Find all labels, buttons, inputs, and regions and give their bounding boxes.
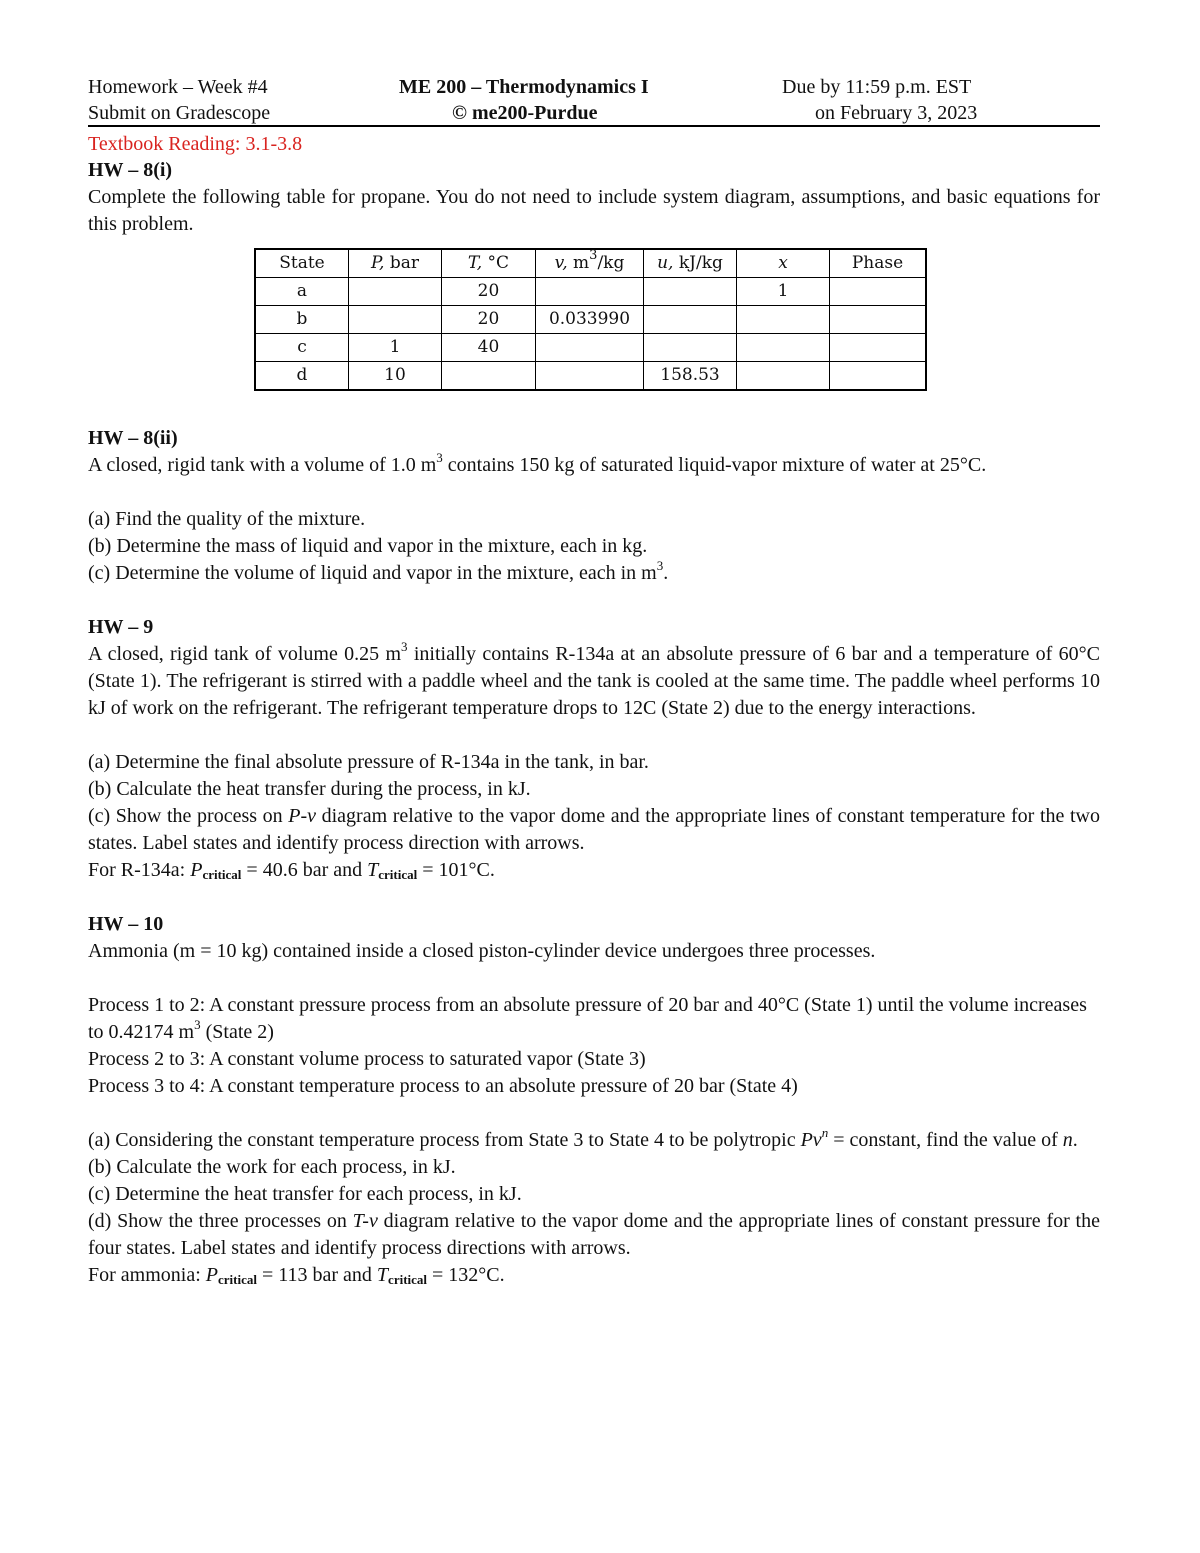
cell-t: 20 <box>442 278 536 306</box>
col-phase: Phase <box>830 249 927 278</box>
textbook-reading: Textbook Reading: 3.1-3.8 <box>88 133 303 155</box>
hw9-part-b: (b) Calculate the heat transfer during the process, in kJ. <box>88 778 531 800</box>
hw8ii-part-c: (c) Determine the volume of liquid and vapor in the mixture, each in $m^3$. <box>88 558 669 584</box>
header-course-title: ME 200 – Thermodynamics I <box>399 76 649 98</box>
cell-phase <box>830 334 927 362</box>
cell-phase <box>830 278 927 306</box>
hw9-critical-properties: For R-134a: $P_{critical} = 40.6$ bar and $T_{critical} = 101^\circ C$. <box>88 859 495 882</box>
hw10-part-a: (a) Considering the constant temperature process from State 3 to State 4 to be polytropic $Pv^n$ = constant, find the value of n. <box>88 1125 1078 1151</box>
cell-t: 40 <box>442 334 536 362</box>
page-header <box>88 74 1100 127</box>
hw8ii-title: HW – 8(ii) <box>88 427 178 449</box>
table-row <box>255 278 926 306</box>
cell-u <box>644 334 737 362</box>
cell-v <box>536 362 644 391</box>
cell-x: 1 <box>737 278 830 306</box>
cell-state: b <box>255 306 349 334</box>
cell-x <box>737 362 830 391</box>
header-copyright: © me200-Purdue <box>452 102 598 124</box>
cell-p: 10 <box>349 362 442 391</box>
cell-p <box>349 306 442 334</box>
table-row <box>255 306 926 334</box>
hw10-intro: Ammonia (m = 10 kg) contained inside a closed piston-cylinder device undergoes three processes. <box>88 940 876 962</box>
hw8ii-part-a: (a) Find the quality of the mixture. <box>88 508 366 530</box>
cell-t <box>442 362 536 391</box>
hw10-process-2-3: Process 2 to 3: A constant volume process to saturated vapor (State 3) <box>88 1048 646 1070</box>
hw9-title: HW – 9 <box>88 616 154 638</box>
hw10-part-d: (d) Show the three processes on T-v diagram relative to the vapor dome and the appropriate lines of constant pressure for the four states. Label states and identify process directions with arrows. <box>88 1210 1100 1259</box>
cell-state: a <box>255 278 349 306</box>
header-due-time: Due by 11:59 p.m. EST <box>782 76 972 98</box>
hw10-part-c: (c) Determine the heat transfer for each process, in kJ. <box>88 1183 522 1205</box>
cell-phase <box>830 362 927 391</box>
cell-v <box>536 278 644 306</box>
cell-x <box>737 306 830 334</box>
cell-x <box>737 334 830 362</box>
cell-phase <box>830 306 927 334</box>
hw10-title: HW – 10 <box>88 913 164 935</box>
table-header-row <box>255 249 926 278</box>
cell-p <box>349 278 442 306</box>
hw8ii-problem-text: A closed, rigid tank with a volume of 1.0 $m^3$ contains 150 kg of saturated liquid-vapor mixture of water at 25°C. <box>88 450 987 476</box>
hw8ii-part-b: (b) Determine the mass of liquid and vapor in the mixture, each in kg. <box>88 535 648 557</box>
cell-u <box>644 278 737 306</box>
cell-state: d <box>255 362 349 391</box>
cell-t: 20 <box>442 306 536 334</box>
table-row <box>255 362 926 391</box>
header-submit-info: Submit on Gradescope <box>88 102 271 124</box>
table-row <box>255 334 926 362</box>
hw9-problem-text: A closed, rigid tank of volume 0.25 $m^3$ initially contains R-134a at an absolute pressure of 6 bar and a temperature of 60°C (State 1). The refrigerant is stirred with a paddle wheel and the tank is cooled at the same time. The paddle wheel performs 10 kJ of work on the refrigerant. The refrigerant temperature drops to 12C (State 2) due to the energy interactions. <box>88 639 1100 719</box>
cell-p: 1 <box>349 334 442 362</box>
col-internal-energy: u, kJ/kg <box>644 249 737 278</box>
hw10-critical-properties: For ammonia: $P_{critical} = 113$ bar and $T_{critical} = 132^\circ C$. <box>88 1264 505 1287</box>
col-state: State <box>255 249 349 278</box>
document-page <box>88 74 1100 1289</box>
hw10-process-1-2: Process 1 to 2: A constant pressure process from an absolute pressure of 20 bar and 40°C (State 1) until the volume increases to 0.42174 $m^3$ (State 2) <box>88 994 1087 1043</box>
propane-property-table <box>254 248 927 391</box>
hw8i-title: HW – 8(i) <box>88 159 173 181</box>
cell-u <box>644 306 737 334</box>
col-temperature: T, °C <box>442 249 536 278</box>
hw9-part-c: (c) Show the process on P-v diagram relative to the vapor dome and the appropriate lines of constant temperature for the two states. Label states and identify process direction with arrows. <box>88 805 1100 854</box>
header-due-date: on February 3, 2023 <box>815 102 978 124</box>
hw10-process-3-4: Process 3 to 4: A constant temperature process to an absolute pressure of 20 bar (State 4) <box>88 1075 798 1097</box>
hw8i-instructions: Complete the following table for propane. You do not need to include system diagram, assumptions, and basic equations for this problem. <box>88 186 1100 235</box>
hw9-part-a: (a) Determine the final absolute pressure of R-134a in the tank, in bar. <box>88 751 649 773</box>
col-pressure: P, bar <box>349 249 442 278</box>
cell-state: c <box>255 334 349 362</box>
cell-v <box>536 334 644 362</box>
col-specific-volume: v, $m^3/kg$ <box>536 249 644 278</box>
hw10-part-b: (b) Calculate the work for each process, in kJ. <box>88 1156 456 1178</box>
col-quality: x <box>737 249 830 278</box>
cell-u: 158.53 <box>644 362 737 391</box>
cell-v: 0.033990 <box>536 306 644 334</box>
header-homework-week: Homework – Week #4 <box>88 76 268 98</box>
